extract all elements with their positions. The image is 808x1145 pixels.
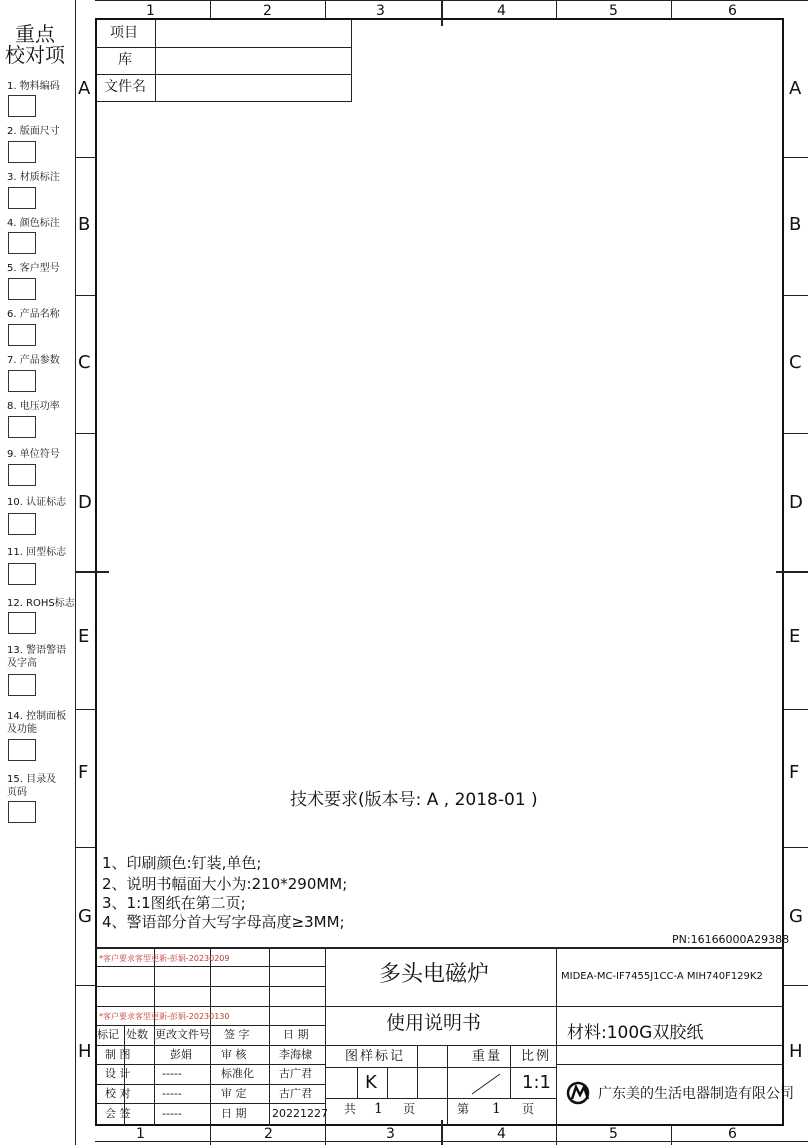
col-divider bbox=[325, 0, 326, 18]
row-label-h: H bbox=[78, 1041, 92, 1062]
title-block-line bbox=[325, 947, 326, 1126]
hdr-date: 日 期 bbox=[283, 1028, 309, 1041]
row-divider bbox=[784, 157, 808, 158]
title-block-line bbox=[325, 1067, 556, 1068]
row-check: 校 对 bbox=[105, 1087, 131, 1100]
row-divider bbox=[75, 709, 95, 710]
checklist-label: 9. 单位符号 bbox=[7, 449, 60, 460]
col-label-5: 5 bbox=[609, 3, 618, 19]
col-label-1-bottom: 1 bbox=[136, 1126, 145, 1142]
total-pages: 1 bbox=[374, 1101, 383, 1117]
checklist-checkbox-2[interactable] bbox=[8, 141, 36, 163]
row-center-mark bbox=[776, 571, 808, 573]
row-divider bbox=[784, 985, 808, 986]
row-review: 审 核 bbox=[221, 1048, 247, 1061]
sheet-number: 1 bbox=[492, 1101, 501, 1117]
total-label: 共 bbox=[344, 1102, 357, 1116]
checklist-label: 3. 材质标注 bbox=[7, 172, 60, 183]
title-block-line bbox=[387, 1067, 388, 1098]
checklist-label: 11. 回型标志 bbox=[7, 547, 67, 558]
checklist-checkbox-3[interactable] bbox=[8, 187, 36, 209]
checklist-label: 6. 产品名称 bbox=[7, 309, 60, 320]
col-divider bbox=[556, 0, 557, 18]
checklist-label: 15. 目录及 bbox=[7, 774, 57, 785]
revision-note-2: *客户要求客型更新-彭娟-20230130 bbox=[99, 1012, 230, 1021]
checklist-label-line2: 页码 bbox=[7, 787, 27, 798]
checklist-checkbox-5[interactable] bbox=[8, 278, 36, 300]
reviewer-name: 李海棣 bbox=[279, 1048, 312, 1061]
col-label-6-bottom: 6 bbox=[728, 1126, 737, 1142]
col-divider bbox=[325, 1126, 326, 1145]
row-label-b: B bbox=[78, 214, 91, 235]
date-value: 20221227 bbox=[272, 1107, 328, 1120]
col-label-4-bottom: 4 bbox=[497, 1126, 506, 1142]
checklist-checkbox-10[interactable] bbox=[8, 513, 36, 535]
col-label-6: 6 bbox=[728, 3, 737, 19]
col-center-mark bbox=[441, 0, 443, 26]
checklist-checkbox-7[interactable] bbox=[8, 370, 36, 392]
checklist-label-line2: 及字高 bbox=[7, 658, 37, 669]
row-label-c-right: C bbox=[789, 352, 802, 373]
requirement-line-1: 1、印刷颜色:钉装,单色; bbox=[102, 854, 262, 872]
checklist-checkbox-15[interactable] bbox=[8, 801, 36, 823]
weight-slash-icon bbox=[470, 1070, 502, 1096]
col-divider bbox=[671, 1126, 672, 1145]
row-label-a: A bbox=[78, 78, 91, 99]
material-spec: 材料:100G双胶纸 bbox=[567, 1023, 704, 1043]
row-divider bbox=[784, 847, 808, 848]
row-divider bbox=[784, 295, 808, 296]
row-label-e-right: E bbox=[789, 626, 801, 647]
title-block-line bbox=[510, 1045, 511, 1098]
row-approve: 审 定 bbox=[221, 1087, 247, 1100]
checklist-label: 8. 电压功率 bbox=[7, 401, 60, 412]
title-block-line bbox=[357, 1067, 358, 1098]
checklist-label: 10. 认证标志 bbox=[7, 497, 67, 508]
header-library-label: 库 bbox=[118, 52, 132, 68]
title-block-top bbox=[95, 947, 784, 949]
row-label-f: F bbox=[78, 762, 89, 783]
revision-note-1: *客户要求客型更新-彭娟-20230209 bbox=[99, 954, 230, 963]
row-label-b-right: B bbox=[789, 214, 802, 235]
total-page-unit: 页 bbox=[403, 1102, 416, 1116]
checklist-label: 2. 版面尺寸 bbox=[7, 126, 60, 137]
checklist-label-line2: 及功能 bbox=[7, 724, 37, 735]
checklist-title-line2: 校对项 bbox=[5, 43, 65, 67]
col-label-3-bottom: 3 bbox=[386, 1126, 395, 1142]
requirements-title: 技术要求(版本号: A , 2018-01 ) bbox=[290, 790, 538, 810]
sheet-label: 第 bbox=[457, 1102, 470, 1116]
scale-label: 比例 bbox=[521, 1049, 552, 1064]
checklist-label: 5. 客户型号 bbox=[7, 263, 60, 274]
col-center-mark bbox=[441, 1120, 443, 1145]
frame-top-border bbox=[95, 0, 808, 1]
checklist-checkbox-6[interactable] bbox=[8, 324, 36, 346]
check-value: ----- bbox=[162, 1087, 182, 1100]
product-name: 多头电磁炉 bbox=[379, 962, 490, 987]
title-block-line bbox=[325, 1098, 556, 1099]
checklist-label: 13. 警语警语 bbox=[7, 645, 67, 656]
standard-value: 古广君 bbox=[279, 1067, 312, 1080]
header-table-divider bbox=[95, 74, 352, 75]
row-countersign: 会 签 bbox=[105, 1107, 131, 1120]
row-divider bbox=[784, 709, 808, 710]
col-divider bbox=[671, 0, 672, 18]
checklist-label: 4. 颜色标注 bbox=[7, 218, 60, 229]
checklist-checkbox-8[interactable] bbox=[8, 416, 36, 438]
header-filename-label: 文件名 bbox=[104, 79, 146, 95]
document-type: 使用说明书 bbox=[386, 1012, 482, 1034]
hdr-count: 处数 bbox=[126, 1028, 148, 1041]
col-divider bbox=[210, 1126, 211, 1145]
checklist-checkbox-12[interactable] bbox=[8, 612, 36, 634]
checklist-label: 7. 产品参数 bbox=[7, 355, 60, 366]
sheet-page-unit: 页 bbox=[522, 1102, 535, 1116]
model-number: MIDEA-MC-IF7455J1CC-A MIH740F129K2 bbox=[561, 971, 763, 982]
row-divider bbox=[75, 847, 95, 848]
row-label-d-right: D bbox=[789, 492, 803, 513]
row-label-d: D bbox=[78, 492, 92, 513]
header-table-divider bbox=[155, 20, 156, 102]
sample-mark-label: 图样标记 bbox=[345, 1049, 406, 1064]
weight-label: 重量 bbox=[472, 1049, 503, 1064]
scale-value: 1:1 bbox=[522, 1072, 551, 1093]
col-label-2: 2 bbox=[263, 3, 272, 19]
row-label-f-right: F bbox=[789, 762, 800, 783]
checklist-checkbox-4[interactable] bbox=[8, 232, 36, 254]
row-label-g-right: G bbox=[789, 906, 803, 927]
col-divider bbox=[210, 0, 211, 18]
hdr-change-doc: 更改文件号 bbox=[155, 1028, 210, 1041]
header-project-label: 项目 bbox=[110, 25, 138, 41]
checklist-checkbox-9[interactable] bbox=[8, 464, 36, 486]
col-label-1: 1 bbox=[146, 3, 155, 19]
part-number: PN:16166000A29388 bbox=[672, 933, 790, 946]
row-design-draw: 制 图 bbox=[105, 1048, 131, 1061]
row-label-e: E bbox=[78, 626, 90, 647]
row-design: 设 计 bbox=[105, 1067, 131, 1080]
requirement-line-2: 2、说明书幅面大小为:210*290MM; bbox=[102, 875, 348, 893]
title-block-line bbox=[556, 1064, 784, 1065]
row-divider bbox=[75, 433, 95, 434]
hdr-mark: 标记 bbox=[97, 1028, 119, 1041]
title-block-line bbox=[417, 1045, 418, 1098]
title-block-line bbox=[210, 947, 211, 1126]
hdr-sign: 签 字 bbox=[224, 1028, 250, 1041]
row-standard: 标准化 bbox=[221, 1067, 254, 1080]
requirement-line-4: 4、警语部分首大写字母高度≥3MM; bbox=[102, 913, 345, 931]
frame-bottom-border bbox=[95, 1141, 808, 1142]
title-block-line bbox=[556, 1006, 784, 1007]
col-label-4: 4 bbox=[497, 3, 506, 19]
sample-mark-value: K bbox=[365, 1072, 377, 1093]
row-label-c: C bbox=[78, 352, 91, 373]
title-block-line bbox=[154, 1045, 155, 1126]
row-label-g: G bbox=[78, 906, 92, 927]
checklist-checkbox-13[interactable] bbox=[8, 674, 36, 696]
row-divider bbox=[75, 985, 95, 986]
row-divider bbox=[75, 295, 95, 296]
row-divider bbox=[75, 157, 95, 158]
checklist-checkbox-11[interactable] bbox=[8, 563, 36, 585]
title-block-line bbox=[556, 947, 557, 1126]
title-block-line bbox=[325, 1045, 784, 1046]
checklist-title-line1: 重点 bbox=[15, 22, 55, 46]
title-block-line bbox=[325, 1006, 556, 1007]
title-block-line bbox=[269, 947, 270, 1126]
title-block-line bbox=[447, 1045, 448, 1126]
approve-value: 古广君 bbox=[279, 1087, 312, 1100]
drawer-name: 彭娟 bbox=[170, 1048, 192, 1061]
row-label-h-right: H bbox=[789, 1041, 803, 1062]
row-divider bbox=[784, 433, 808, 434]
checklist-checkbox-14[interactable] bbox=[8, 739, 36, 761]
header-table-divider bbox=[95, 47, 352, 48]
countersign-value: ----- bbox=[162, 1107, 182, 1120]
checklist-checkbox-1[interactable] bbox=[8, 95, 36, 117]
requirement-line-3: 3、1:1图纸在第二页; bbox=[102, 894, 246, 912]
row-date-label: 日 期 bbox=[221, 1107, 247, 1120]
row-center-mark bbox=[75, 571, 109, 573]
row-label-a-right: A bbox=[789, 78, 802, 99]
col-label-5-bottom: 5 bbox=[609, 1126, 618, 1142]
col-label-3: 3 bbox=[376, 3, 385, 19]
midea-logo-icon bbox=[566, 1081, 596, 1105]
col-label-2-bottom: 2 bbox=[264, 1126, 273, 1142]
design-value: ----- bbox=[162, 1067, 182, 1080]
checklist-label: 1. 物料编码 bbox=[7, 81, 60, 92]
checklist-label: 12. ROHS标志 bbox=[7, 598, 75, 609]
col-divider bbox=[556, 1126, 557, 1145]
company-name: 广东美的生活电器制造有限公司 bbox=[598, 1086, 794, 1102]
checklist-label: 14. 控制面板 bbox=[7, 711, 67, 722]
